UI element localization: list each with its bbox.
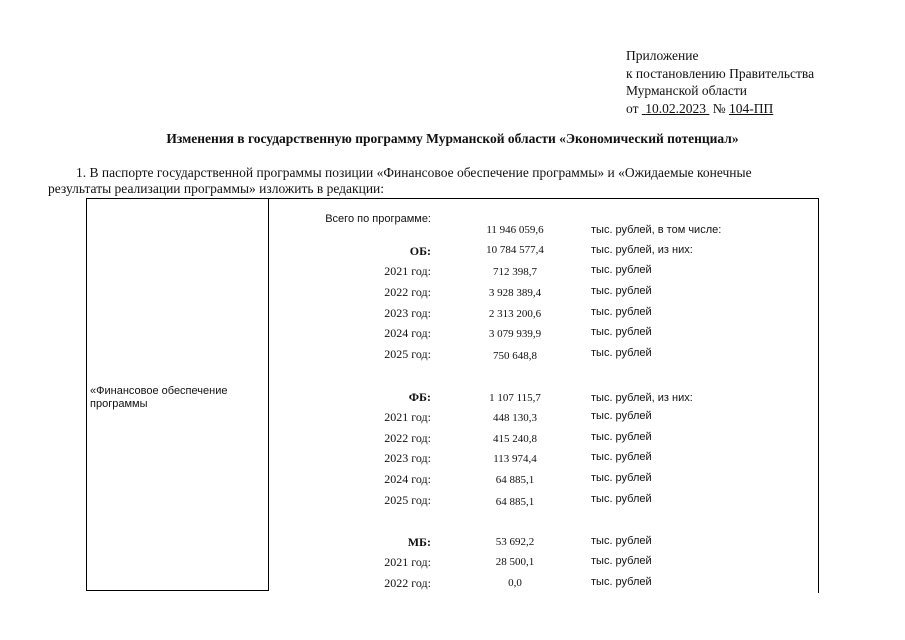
finance-row-value: 0,0	[508, 577, 522, 589]
finance-row-unit: тыс. рублей	[591, 451, 652, 463]
finance-row-value: 64 885,1	[495, 474, 535, 486]
finance-row-value: 3 928 389,4	[488, 287, 542, 299]
finance-row-unit: тыс. рублей	[591, 410, 652, 422]
finance-row-unit: тыс. рублей	[591, 347, 652, 359]
finance-row-value: 10 784 577,4	[486, 244, 544, 256]
finance-row	[0, 493, 905, 511]
finance-row-label: 2023 год:	[384, 306, 431, 320]
finance-row-unit: тыс. рублей, из них:	[591, 244, 693, 256]
finance-row-value: 11 946 059,6	[486, 224, 544, 236]
finance-row	[0, 306, 905, 324]
finance-row	[0, 244, 905, 262]
finance-row-label: 2022 год:	[384, 576, 431, 590]
finance-row-unit: тыс. рублей	[591, 576, 652, 588]
finance-row-value: 113 974,4	[493, 453, 537, 465]
finance-row-unit: тыс. рублей	[591, 493, 652, 505]
paragraph-line-2: результаты реализации программы» изложить в редакции:	[48, 181, 385, 196]
appendix-line-2: к постановлению Правительства	[626, 65, 815, 81]
appendix-date-prefix: от	[626, 100, 639, 116]
paragraph-line-1: 1. В паспорте государственной программы позиции «Финансовое обеспечение программы» и «Ожидаемые конечные	[76, 165, 752, 180]
document-title: Изменения в государственную программу Мурманской области «Экономический потенциал»	[166, 131, 739, 146]
left-cell-line-1: «Финансовое обеспечение	[90, 385, 228, 397]
finance-row-value: 750 648,8	[493, 350, 537, 362]
finance-row-unit: тыс. рублей	[591, 535, 652, 547]
finance-row-unit: тыс. рублей, из них:	[591, 392, 693, 404]
finance-row-unit: тыс. рублей	[591, 264, 652, 276]
finance-row-value: 2 313 200,6	[488, 308, 542, 320]
finance-row-label: МБ:	[407, 535, 431, 549]
finance-row-label: ФБ:	[408, 390, 431, 404]
left-cell-line-2: программы	[90, 398, 148, 410]
finance-row	[0, 326, 905, 344]
finance-row	[0, 285, 905, 303]
appendix-header	[626, 47, 814, 117]
finance-row-value: 415 240,8	[493, 433, 537, 445]
finance-row-unit: тыс. рублей	[591, 306, 652, 318]
finance-row-value: 3 079 939,9	[488, 328, 542, 340]
finance-row	[0, 213, 905, 236]
finance-row-label: 2025 год:	[384, 493, 431, 507]
finance-row-value: 53 692,2	[495, 536, 535, 548]
finance-row-label: 2025 год:	[384, 347, 431, 361]
finance-row	[0, 347, 905, 365]
finance-row-label: Всего по программе:	[325, 213, 431, 225]
finance-row-unit: тыс. рублей	[591, 431, 652, 443]
finance-row	[0, 576, 905, 594]
appendix-date-value: 10.02.2023	[645, 100, 706, 116]
finance-row-label: 2022 год:	[384, 285, 431, 299]
finance-row-value: 448 130,3	[493, 412, 537, 424]
finance-row-unit: тыс. рублей	[591, 326, 652, 338]
finance-row-label: 2021 год:	[384, 410, 431, 424]
finance-row-label: 2021 год:	[384, 555, 431, 569]
finance-row	[0, 431, 905, 449]
finance-row-label: 2023 год:	[384, 451, 431, 465]
finance-row-value: 28 500,1	[495, 556, 535, 568]
appendix-number: 104-ПП	[729, 100, 774, 116]
finance-row-label: 2024 год:	[384, 326, 431, 340]
finance-row	[0, 264, 905, 282]
finance-row	[0, 472, 905, 490]
appendix-number-sign: №	[712, 100, 726, 116]
finance-row	[0, 410, 905, 428]
appendix-line-1: Приложение	[626, 48, 699, 63]
finance-row-unit: тыс. рублей	[591, 285, 652, 297]
finance-row	[0, 555, 905, 573]
finance-row-label: 2022 год:	[384, 431, 431, 445]
table-top-border	[269, 198, 818, 199]
appendix-date-line	[626, 100, 814, 118]
finance-row-label: 2024 год:	[384, 472, 431, 486]
finance-row	[0, 451, 905, 469]
finance-row-unit: тыс. рублей, в том числе:	[591, 224, 722, 236]
finance-row-label: 2021 год:	[384, 264, 431, 278]
finance-row-label: ОБ:	[409, 244, 431, 258]
finance-row	[0, 535, 905, 553]
finance-row-value: 64 885,1	[495, 496, 535, 508]
finance-row-value: 712 398,7	[493, 266, 537, 278]
finance-row-value: 1 107 115,7	[489, 392, 541, 404]
finance-row-unit: тыс. рублей	[591, 555, 652, 567]
appendix-line-3: Мурманской области	[626, 83, 747, 98]
finance-row-unit: тыс. рублей	[591, 472, 652, 484]
appendix-date	[642, 101, 710, 116]
finance-row	[0, 390, 905, 408]
